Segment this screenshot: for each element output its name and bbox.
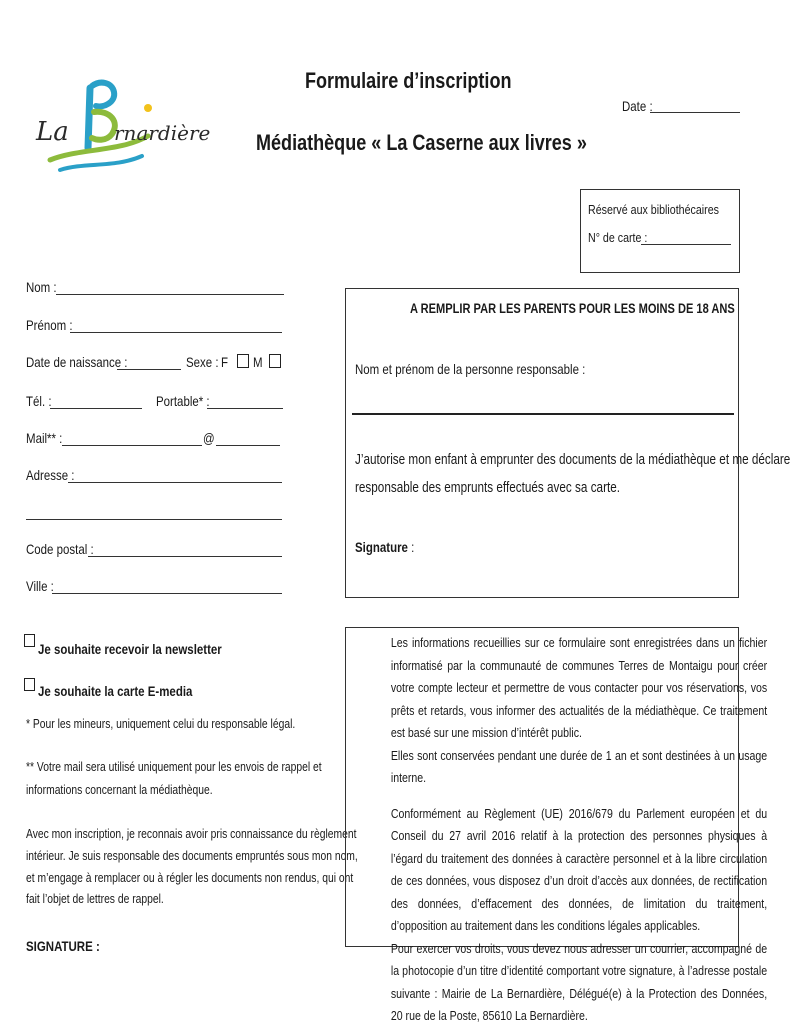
privacy-p2: Elles sont conservées pendant une durée de 1 an et sont destinées à un usage interne. xyxy=(390,748,768,785)
logo xyxy=(30,78,211,183)
nom-label: Nom : xyxy=(26,279,57,295)
note-mineurs: * Pour les mineurs, uniquement celui du responsable légal. xyxy=(26,717,296,731)
responsable-label: Nom et prénom de la personne responsable : xyxy=(355,361,586,377)
tel-label: Tél. : xyxy=(26,393,52,409)
reserved-label: Réservé aux bibliothécaires xyxy=(588,202,719,217)
adresse-line-2[interactable] xyxy=(26,519,282,520)
sexe-label: Sexe : xyxy=(186,354,219,370)
svg-text:La: La xyxy=(36,117,69,147)
card-number-label: N° de carte : xyxy=(588,230,648,245)
privacy-p3: Conformément au Règlement (UE) 2016/679 du Parlement européen et du Conseil du 27 avril 2016 relatif à la protection des personnes physiques à l’égard du traitement des données à caractère personnel et à la libre circulation de ces données, vous disposez d’un droit d’accès aux données, de rectification des données, d’effacement des données, de limitation du traitement, d’opposition au traitement dans les conditions légales applicables. xyxy=(390,806,768,933)
prenom-line[interactable] xyxy=(70,332,282,333)
privacy-p4: Pour exercer vos droits, vous devez nous adresser un courrier, accompagné de la photocopie d’un titre d’identité comportant votre signature, à l’adresse postale suivante : Mairie de La Bernardière, Délégué(e) à la Protection des Données, 20 rue de la Poste, 85610 La Bernardière. xyxy=(390,941,768,1023)
parents-box xyxy=(345,288,790,598)
note-mail-2: informations concernant la médiathèque. xyxy=(26,783,213,797)
note-mail-1: ** Votre mail sera utilisé uniquement pour les envois de rappel et xyxy=(26,760,322,774)
code-postal-label: Code postal : xyxy=(26,541,94,557)
privacy-text xyxy=(391,632,767,1028)
adresse-label: Adresse : xyxy=(26,467,75,483)
prenom-label: Prénom : xyxy=(26,317,73,333)
date-label: Date : xyxy=(622,98,653,114)
privacy-box xyxy=(345,627,768,1023)
card-number-line[interactable] xyxy=(641,244,731,245)
newsletter-label: Je souhaite recevoir la newsletter xyxy=(38,641,222,657)
parent-signature-colon: : xyxy=(407,539,415,555)
naissance-label: Date de naissance : xyxy=(26,354,128,370)
rules-line-1: Avec mon inscription, je reconnais avoir pris connaissance du règlement xyxy=(26,827,357,841)
emedia-label: Je souhaite la carte E-media xyxy=(38,683,193,699)
date-line[interactable] xyxy=(650,112,740,113)
sexe-f-checkbox[interactable] xyxy=(237,354,249,368)
newsletter-checkbox[interactable] xyxy=(24,634,35,647)
portable-label: Portable* : xyxy=(156,393,210,409)
form-title: Formulaire d’inscription xyxy=(305,68,512,93)
responsable-line[interactable] xyxy=(352,413,734,415)
naissance-line[interactable] xyxy=(117,369,181,370)
privacy-p1: Les informations recueillies sur ce formulaire sont enregistrées dans un fichier informatisé par la communauté de communes Terres de Montaigu pour créer votre compte lecteur et permettre de vous contacter pour vos réservations, vos prêts et retards, vous informer des actualités de la médiathèque. Ce traitement est basé sur une mission d’intérêt public. xyxy=(390,636,768,740)
portable-line[interactable] xyxy=(207,408,283,409)
nom-line[interactable] xyxy=(56,294,284,295)
rules-line-4: fait l’objet de lettres de rappel. xyxy=(26,892,164,906)
ville-line[interactable] xyxy=(52,593,282,594)
library-title: Médiathèque « La Caserne aux livres » xyxy=(256,130,587,155)
reserved-box xyxy=(580,189,740,273)
autorisation-line-1: J’autorise mon enfant à emprunter des documents de la médiathèque et me déclare xyxy=(355,452,790,468)
signature-caps-label: SIGNATURE : xyxy=(26,938,100,954)
autorisation-line-2: responsable des emprunts effectués avec sa carte. xyxy=(355,480,621,496)
sexe-m-label: M xyxy=(253,354,263,370)
mail-line-user[interactable] xyxy=(62,445,202,446)
mail-line-domain[interactable] xyxy=(216,445,280,446)
mail-label: Mail** : xyxy=(26,430,63,446)
code-postal-line[interactable] xyxy=(88,556,282,557)
rules-line-3: et m’engage à remplacer ou à régler les documents non rendus, qui ont xyxy=(26,871,354,885)
tel-line[interactable] xyxy=(50,408,142,409)
emedia-checkbox[interactable] xyxy=(24,678,35,691)
parent-signature-label xyxy=(355,539,414,555)
adresse-line-1[interactable] xyxy=(68,482,282,483)
svg-text:rnardière: rnardière xyxy=(114,121,211,145)
ville-label: Ville : xyxy=(26,578,54,594)
logo-graphic xyxy=(30,78,211,183)
sexe-f-label: F xyxy=(221,354,229,370)
mail-at: @ xyxy=(203,430,215,446)
rules-line-2: intérieur. Je suis responsable des documents empruntés sous mon nom, xyxy=(26,849,358,863)
parents-heading: A REMPLIR PAR LES PARENTS POUR LES MOINS DE 18 ANS xyxy=(410,301,735,316)
parent-signature-word: Signature xyxy=(355,539,408,555)
sexe-m-checkbox[interactable] xyxy=(269,354,281,368)
